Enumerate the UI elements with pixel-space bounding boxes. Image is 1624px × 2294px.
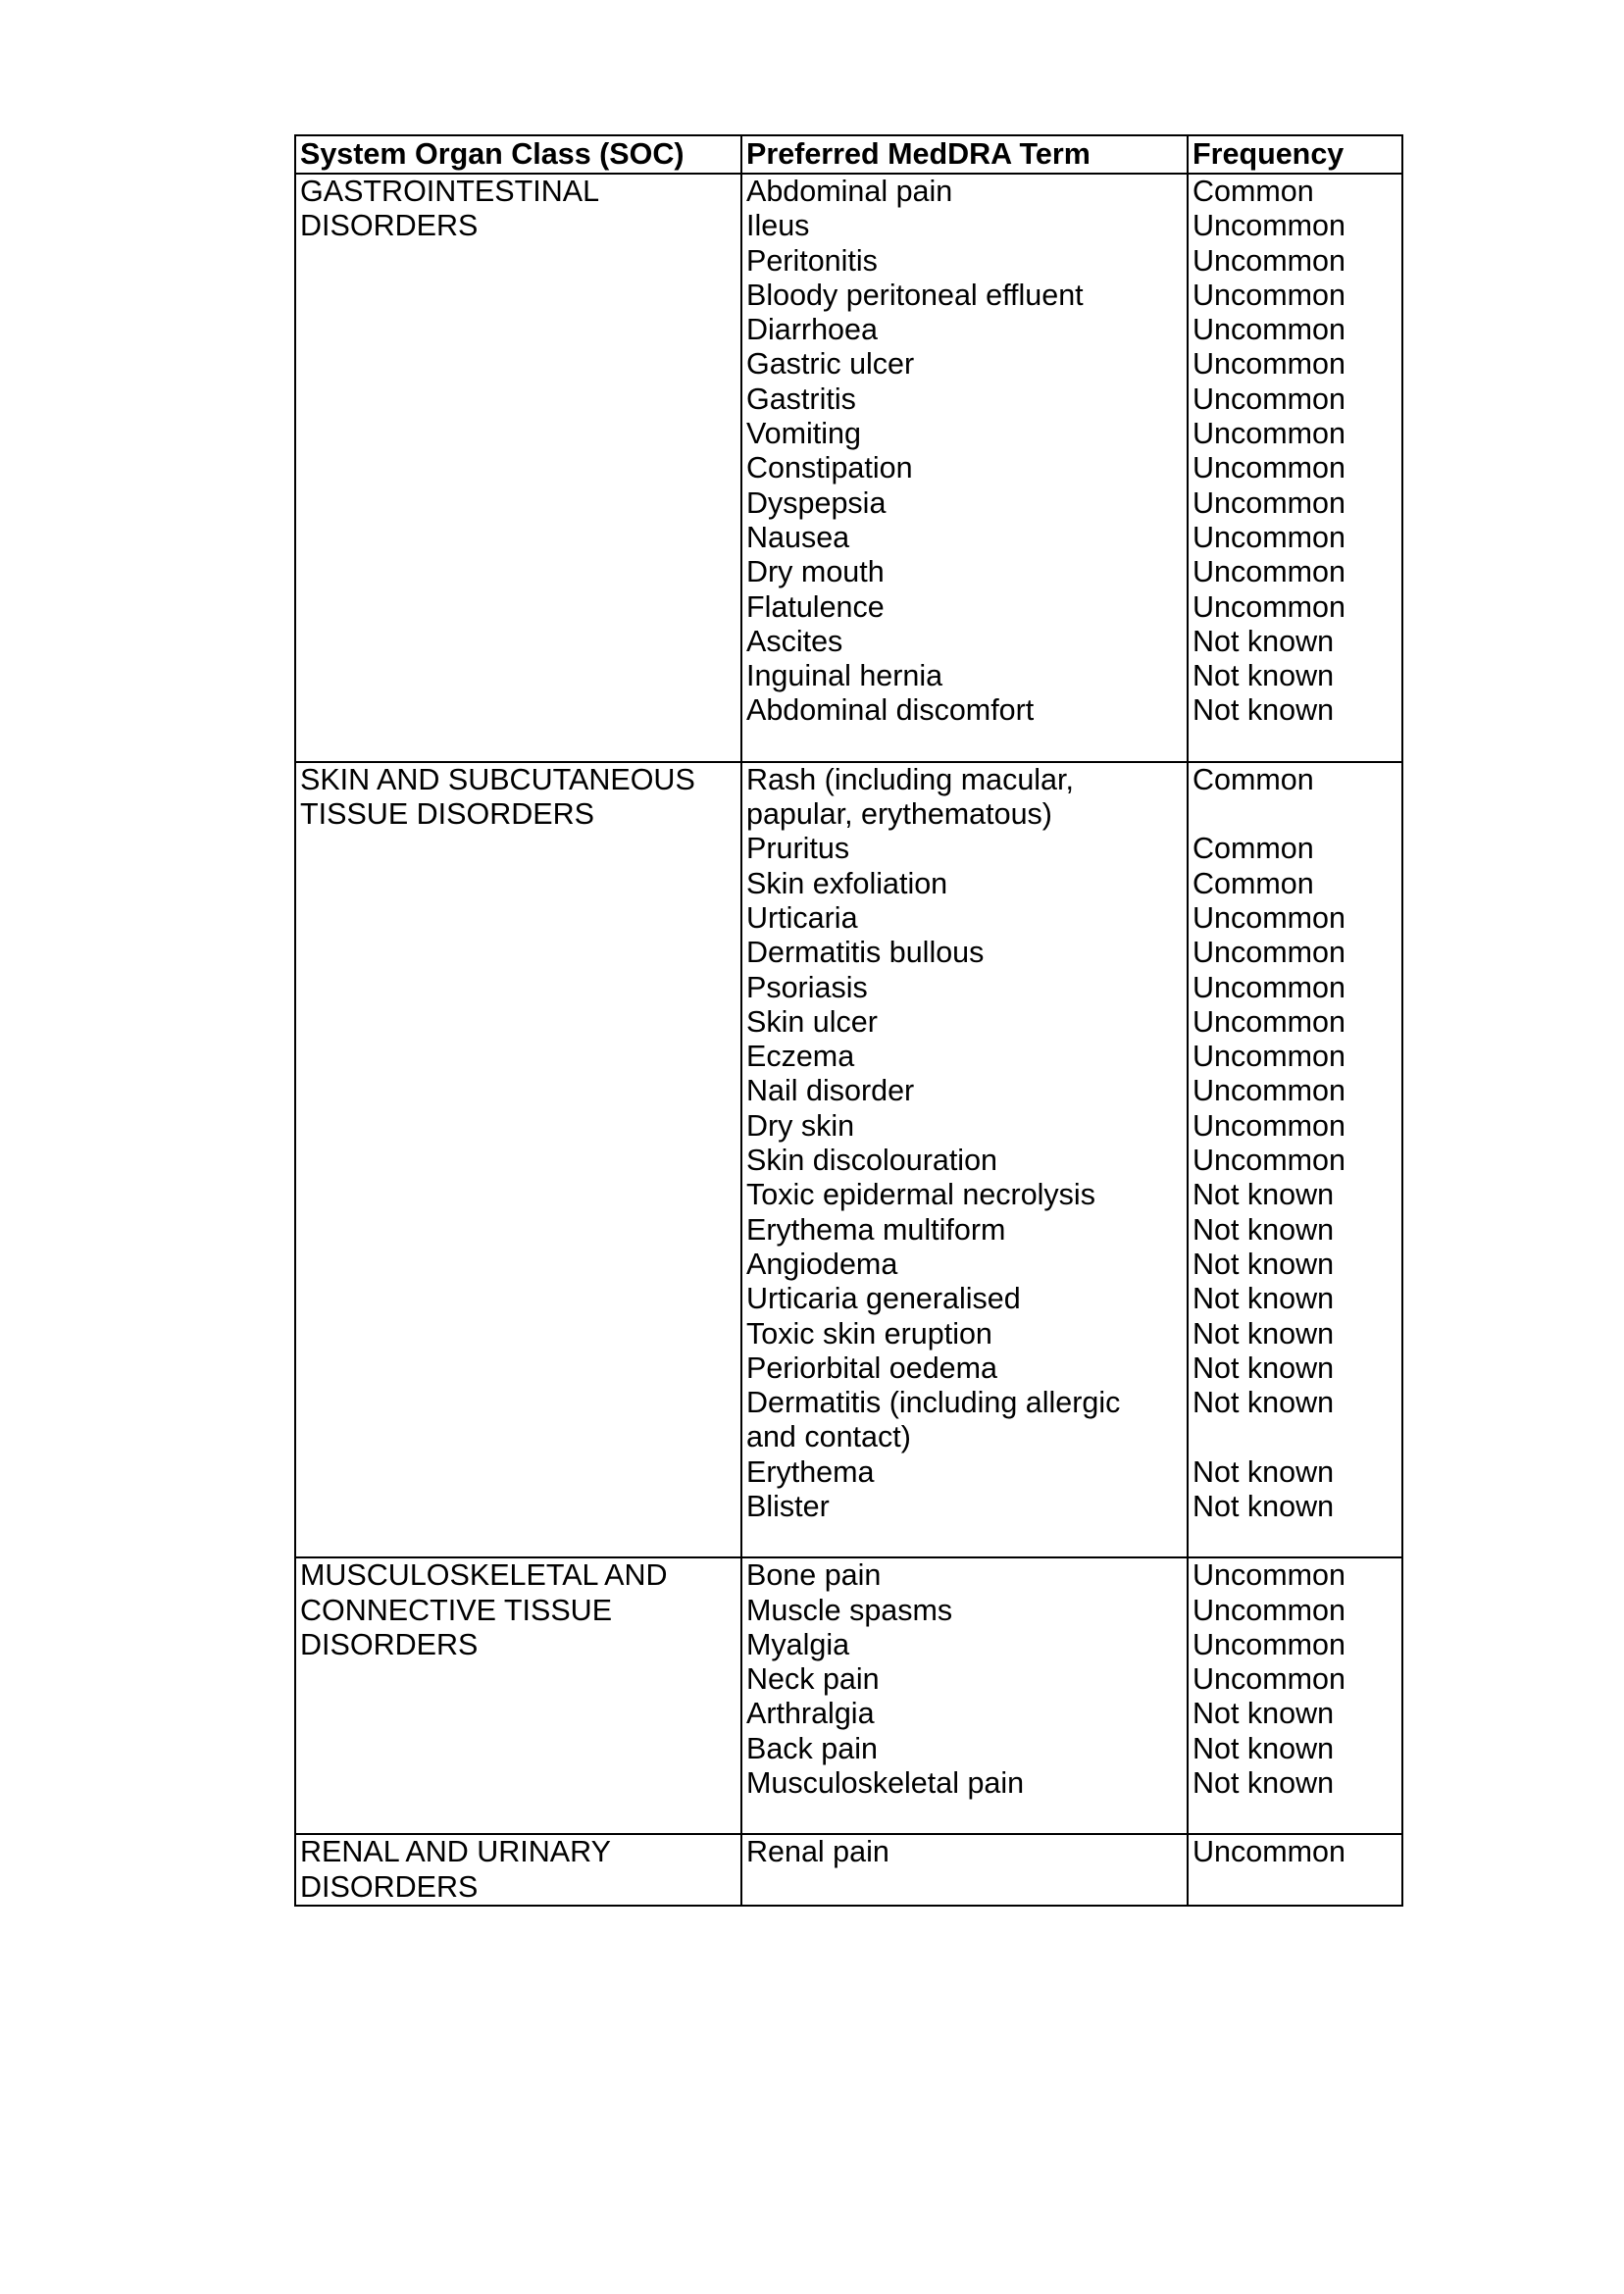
frequency-value: Uncommon — [1193, 1835, 1345, 1869]
frequency-value: Not known — [1193, 1454, 1335, 1489]
frequency-value: Not known — [1193, 1351, 1335, 1385]
frequency-value: Not known — [1193, 1489, 1335, 1523]
header-soc: System Organ Class (SOC) — [295, 135, 741, 174]
preferred-term: Erythema multiform — [746, 1212, 1006, 1247]
preferred-term: Erythema — [746, 1454, 875, 1489]
preferred-term: Peritonitis — [746, 243, 878, 278]
preferred-term-cell — [741, 762, 1188, 1558]
frequency-value: Uncommon — [1193, 1662, 1345, 1697]
frequency-value: Uncommon — [1193, 451, 1345, 485]
preferred-term: Periorbital oedema — [746, 1351, 998, 1385]
frequency-value: Uncommon — [1193, 1627, 1345, 1661]
preferred-term: Vomiting — [746, 417, 861, 451]
preferred-term: Nail disorder — [746, 1074, 915, 1108]
table-row — [295, 174, 1402, 762]
soc-cell — [295, 1834, 741, 1906]
frequency-cell — [1188, 1834, 1402, 1906]
frequency-value: Uncommon — [1193, 313, 1345, 347]
soc-label-line: TISSUE DISORDERS — [300, 797, 594, 832]
preferred-term: Constipation — [746, 451, 913, 485]
frequency-cell — [1188, 1557, 1402, 1834]
preferred-term: Inguinal hernia — [746, 659, 943, 693]
frequency-value: Not known — [1193, 1766, 1335, 1801]
preferred-term: Musculoskeletal pain — [746, 1766, 1025, 1801]
preferred-term: papular, erythematous) — [746, 797, 1052, 832]
frequency-value: Uncommon — [1193, 243, 1345, 278]
soc-label-line: DISORDERS — [300, 209, 479, 243]
frequency-cell — [1188, 762, 1402, 1558]
preferred-term: Urticaria generalised — [746, 1282, 1021, 1316]
preferred-term: Gastritis — [746, 382, 856, 416]
preferred-term: Eczema — [746, 1040, 855, 1074]
preferred-term: Flatulence — [746, 589, 885, 624]
frequency-value: Uncommon — [1193, 1593, 1345, 1627]
preferred-term: Muscle spasms — [746, 1593, 953, 1627]
frequency-value: Common — [1193, 762, 1314, 796]
preferred-term: Nausea — [746, 520, 850, 554]
frequency-value: Uncommon — [1193, 1074, 1345, 1108]
frequency-value: Uncommon — [1193, 900, 1345, 935]
soc-label-line: CONNECTIVE TISSUE — [300, 1593, 613, 1627]
frequency-value: Uncommon — [1193, 1558, 1345, 1593]
frequency-value: Not known — [1193, 1316, 1335, 1351]
frequency-value: Uncommon — [1193, 555, 1345, 589]
preferred-term: Angiodema — [746, 1247, 898, 1281]
preferred-term: Psoriasis — [746, 970, 868, 1004]
preferred-term: Toxic epidermal necrolysis — [746, 1178, 1095, 1212]
frequency-value: Uncommon — [1193, 1040, 1345, 1074]
frequency-value: Not known — [1193, 693, 1335, 728]
preferred-term: Arthralgia — [746, 1697, 875, 1731]
preferred-term: Dry skin — [746, 1108, 855, 1143]
frequency-value: Common — [1193, 175, 1314, 208]
preferred-term: Rash (including macular, — [746, 762, 1074, 796]
frequency-value: Not known — [1193, 1386, 1335, 1420]
table-row — [295, 762, 1402, 1558]
table-row — [295, 1834, 1402, 1906]
frequency-value: Uncommon — [1193, 1144, 1345, 1178]
preferred-term: Renal pain — [746, 1835, 889, 1869]
frequency-value: Common — [1193, 866, 1314, 900]
preferred-term: Toxic skin eruption — [746, 1316, 992, 1351]
frequency-value: Not known — [1193, 1178, 1335, 1212]
preferred-term: Myalgia — [746, 1627, 850, 1661]
preferred-term: Bone pain — [746, 1558, 882, 1593]
preferred-term: Pruritus — [746, 832, 850, 866]
soc-label-line: SKIN AND SUBCUTANEOUS — [300, 762, 695, 796]
soc-label-line: DISORDERS — [300, 1627, 479, 1661]
frequency-value: Not known — [1193, 1212, 1335, 1247]
preferred-term: Skin exfoliation — [746, 866, 948, 900]
frequency-value: Not known — [1193, 1731, 1335, 1765]
preferred-term: Ileus — [746, 209, 810, 243]
header-preferred-term: Preferred MedDRA Term — [741, 135, 1188, 174]
frequency-value: Common — [1193, 832, 1314, 866]
preferred-term: Abdominal discomfort — [746, 693, 1035, 728]
frequency-value: Uncommon — [1193, 936, 1345, 970]
frequency-value: Not known — [1193, 1697, 1335, 1731]
frequency-value: Uncommon — [1193, 347, 1345, 382]
frequency-value: Uncommon — [1193, 970, 1345, 1004]
soc-label-line: RENAL AND URINARY — [300, 1835, 611, 1869]
frequency-value: Uncommon — [1193, 1004, 1345, 1039]
frequency-value: Uncommon — [1193, 382, 1345, 416]
preferred-term: Dermatitis (including allergic — [746, 1386, 1121, 1420]
soc-label-line: DISORDERS — [300, 1869, 479, 1904]
preferred-term: Dermatitis bullous — [746, 936, 985, 970]
frequency-value: Uncommon — [1193, 278, 1345, 312]
frequency-value: Not known — [1193, 1282, 1335, 1316]
frequency-value: Not known — [1193, 659, 1335, 693]
frequency-value: Uncommon — [1193, 209, 1345, 243]
preferred-term: Skin discolouration — [746, 1144, 998, 1178]
preferred-term: and contact) — [746, 1420, 911, 1454]
preferred-term: Dry mouth — [746, 555, 885, 589]
table-header-row — [295, 135, 1402, 174]
frequency-value — [1193, 1420, 1397, 1454]
preferred-term: Ascites — [746, 624, 843, 658]
adverse-reactions-table — [294, 134, 1403, 1907]
preferred-term: Back pain — [746, 1731, 878, 1765]
soc-label-line: GASTROINTESTINAL — [300, 175, 600, 208]
frequency-cell — [1188, 174, 1402, 762]
frequency-value: Uncommon — [1193, 485, 1345, 520]
table-body — [295, 174, 1402, 1906]
preferred-term-cell — [741, 1557, 1188, 1834]
preferred-term: Diarrhoea — [746, 313, 878, 347]
frequency-value: Not known — [1193, 1247, 1335, 1281]
soc-label-line: MUSCULOSKELETAL AND — [300, 1558, 668, 1593]
preferred-term: Dyspepsia — [746, 485, 887, 520]
frequency-value — [1193, 797, 1397, 832]
frequency-value: Uncommon — [1193, 520, 1345, 554]
preferred-term-cell — [741, 1834, 1188, 1906]
frequency-value: Not known — [1193, 624, 1335, 658]
preferred-term: Skin ulcer — [746, 1004, 878, 1039]
preferred-term-cell — [741, 174, 1188, 762]
frequency-value: Uncommon — [1193, 589, 1345, 624]
preferred-term: Abdominal pain — [746, 175, 953, 208]
preferred-term: Neck pain — [746, 1662, 880, 1697]
header-frequency: Frequency — [1188, 135, 1402, 174]
frequency-value: Uncommon — [1193, 1108, 1345, 1143]
preferred-term: Bloody peritoneal effluent — [746, 278, 1084, 312]
preferred-term: Gastric ulcer — [746, 347, 915, 382]
soc-cell — [295, 174, 741, 762]
preferred-term: Blister — [746, 1489, 830, 1523]
preferred-term: Urticaria — [746, 900, 858, 935]
table-row — [295, 1557, 1402, 1834]
soc-cell — [295, 1557, 741, 1834]
frequency-value: Uncommon — [1193, 417, 1345, 451]
soc-cell — [295, 762, 741, 1558]
